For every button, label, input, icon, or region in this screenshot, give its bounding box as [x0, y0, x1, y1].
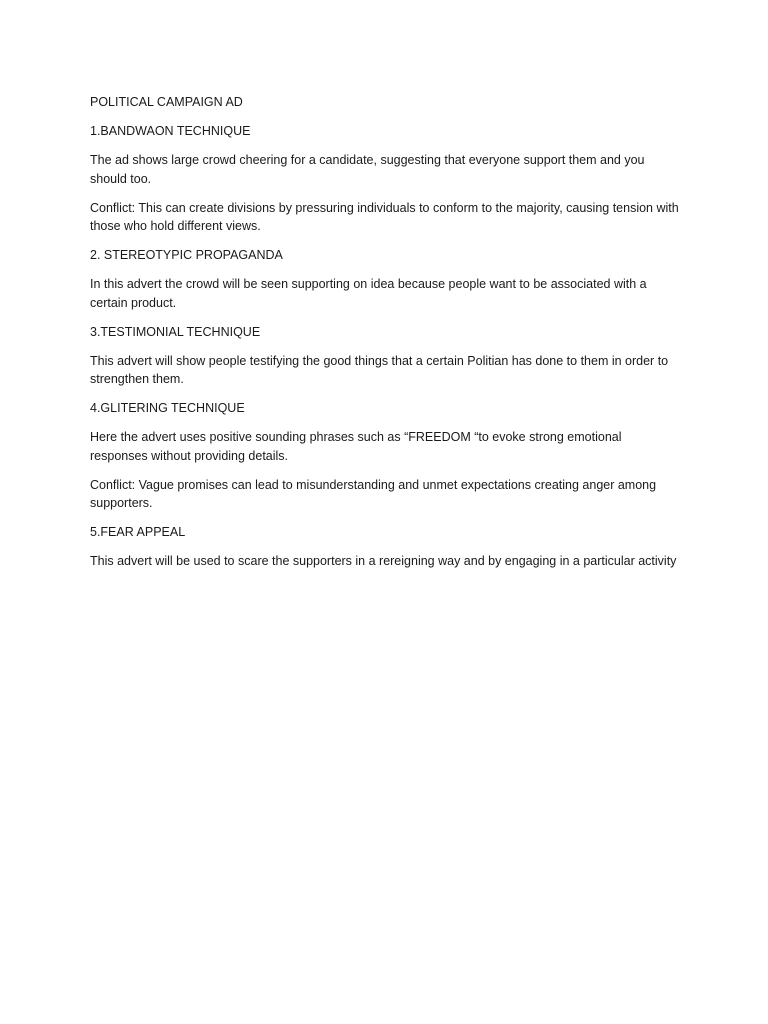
section-heading-stereotypic: 2. STEREOTYPIC PROPAGANDA: [90, 248, 283, 262]
section-heading-testimonial: 3.TESTIMONIAL TECHNIQUE: [90, 324, 261, 339]
paragraph: Here the advert uses positive sounding phrases such as “FREEDOM “to evoke strong emotional responses without providing details.: [90, 430, 622, 463]
paragraph: Conflict: Vague promises can lead to misunderstanding and unmet expectations creating anger among supporters.: [90, 477, 657, 510]
document-title: POLITICAL CAMPAIGN AD: [90, 95, 243, 109]
paragraph: This advert will show people testifying the good things that a certain Politian has done to them in order to strengthen them.: [90, 353, 669, 386]
section-heading-fear-appeal: 5.FEAR APPEAL: [90, 525, 186, 539]
paragraph: Conflict: This can create divisions by pressuring individuals to conform to the majority, causing tension with those who hold different views.: [90, 200, 679, 233]
paragraph: The ad shows large crowd cheering for a candidate, suggesting that everyone support them and you should too.: [90, 153, 645, 186]
paragraph: In this advert the crowd will be seen supporting on idea because people want to be associated with a certain product.: [90, 277, 647, 310]
document-page: [90, 93, 680, 581]
paragraph: This advert will be used to scare the supporters in a rereigning way and by engaging in a particular activity: [90, 554, 677, 568]
section-heading-bandwagon: 1.BANDWAON TECHNIQUE: [90, 124, 251, 138]
section-heading-glittering: 4.GLITERING TECHNIQUE: [90, 401, 245, 415]
